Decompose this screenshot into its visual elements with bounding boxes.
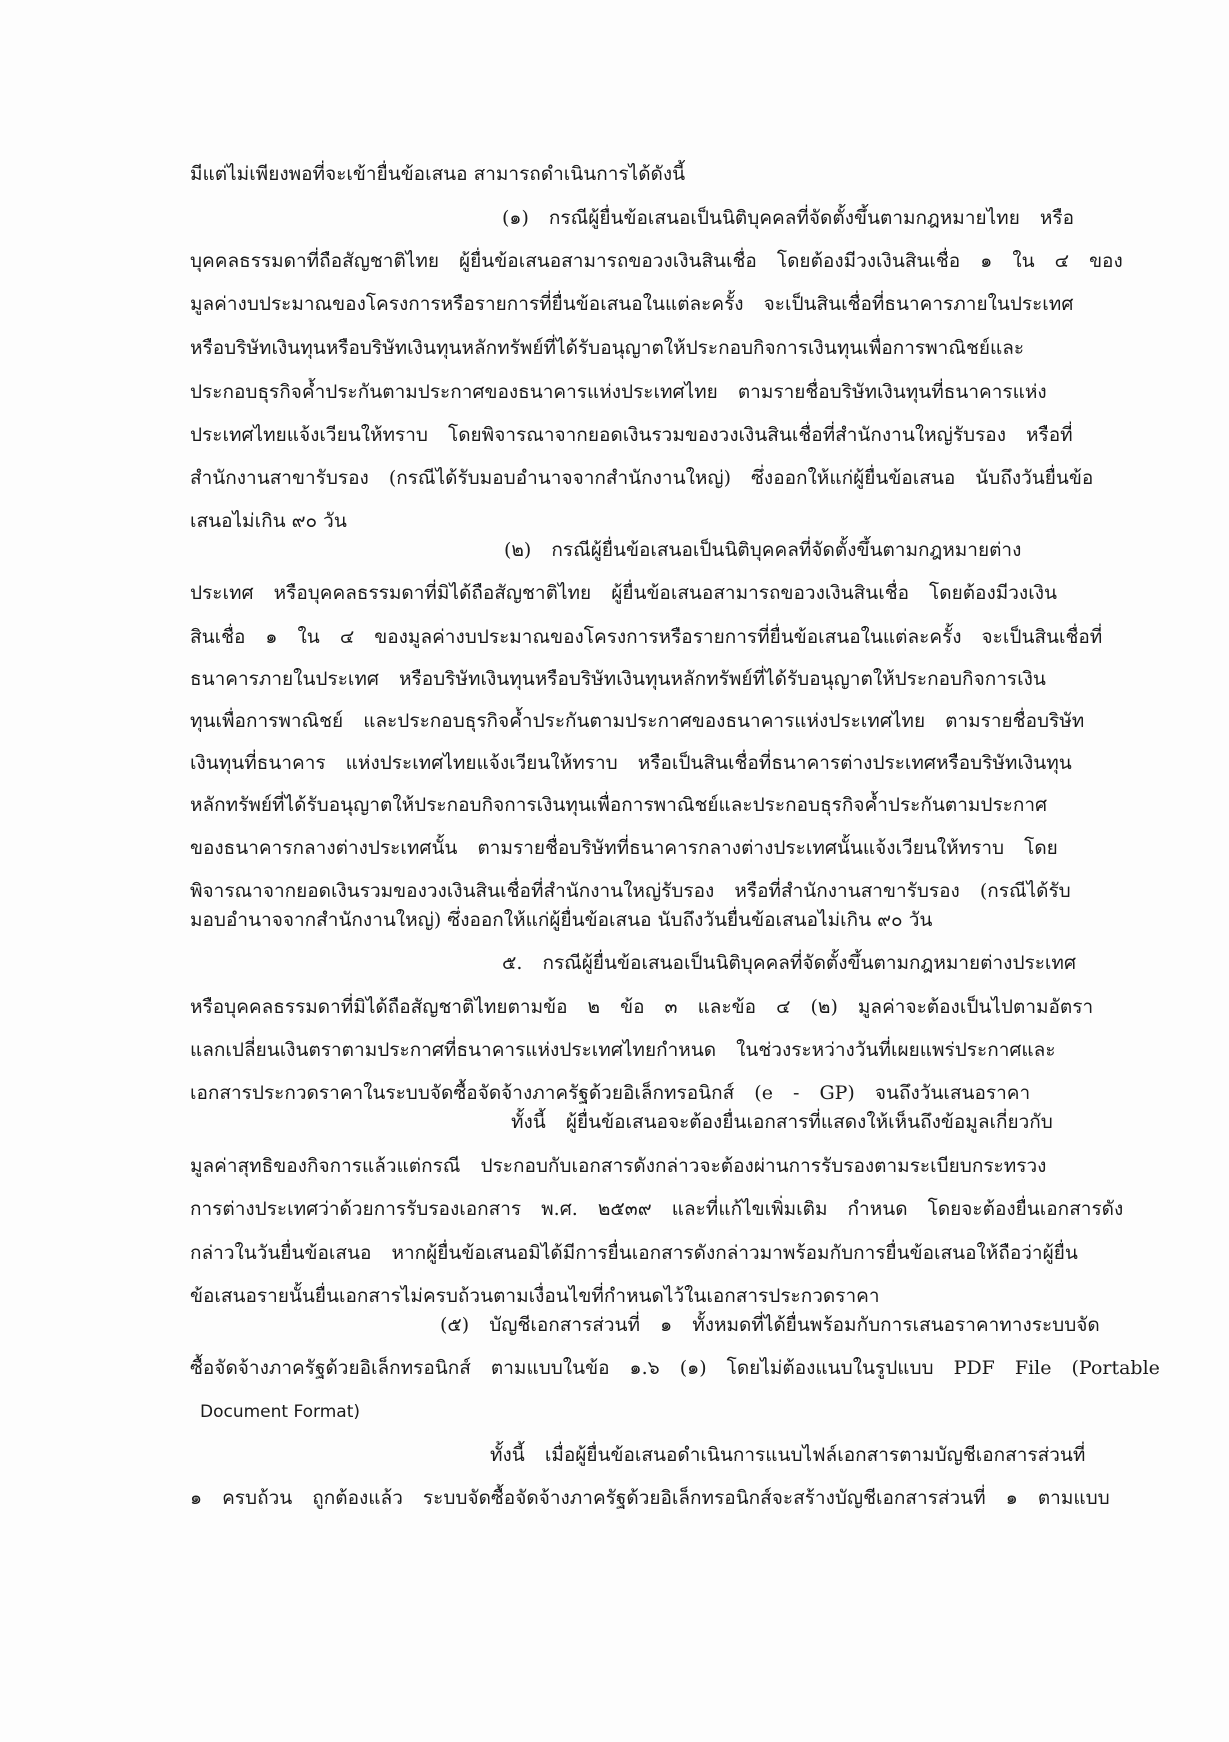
text-line-28: ข้อเสนอรายนั้นยื่นเอกสารไม่ครบถ้วนตามเงื่อนไขที่กำหนดไว้ในเอกสารประกวดราคา — [190, 1285, 880, 1307]
text-line-33: ๑ ครบถ้วน ถูกต้องแล้ว ระบบจัดซื้อจัดจ้างภาครัฐด้วยอิเล็กทรอนิกส์จะสร้างบัญชีเอกสารส่วนที่ ๑ ตามแบบ — [190, 1487, 1110, 1509]
text-line-10: (๒) กรณีผู้ยื่นข้อเสนอเป็นนิติบุคคลที่จัดตั้งขึ้นตามกฎหมายต่าง — [504, 539, 1022, 561]
text-line-14: ทุนเพื่อการพาณิชย์ และประกอบธุรกิจค้ำประกันตามประกาศของธนาคารแห่งประเทศไทย ตามรายชื่อบริษัท — [190, 710, 1085, 732]
text-line-25: มูลค่าสุทธิของกิจการแล้วแต่กรณี ประกอบกับเอกสารดังกล่าวจะต้องผ่านการรับรองตามระเบียบกระทรวง — [190, 1155, 1047, 1177]
text-line-1: มีแต่ไม่เพียงพอที่จะเข้ายื่นข้อเสนอ สามารถดำเนินการได้ดังนี้ — [190, 163, 686, 185]
text-line-13: ธนาคารภายในประเทศ หรือบริษัทเงินทุนหรือบริษัทเงินทุนหลักทรัพย์ที่ได้รับอนุญาตให้ประกอบกิจการเงิน — [190, 668, 1046, 690]
text-line-17: ของธนาคารกลางต่างประเทศนั้น ตามรายชื่อบริษัทที่ธนาคารกลางต่างประเทศนั้นแจ้งเวียนให้ทราบ โดย — [190, 837, 1058, 859]
text-line-7: ประเทศไทยแจ้งเวียนให้ทราบ โดยพิจารณาจากยอดเงินรวมของวงเงินสินเชื่อที่สำนักงานใหญ่รับรอง หรือที่ — [190, 424, 1073, 446]
text-line-30: ซื้อจัดจ้างภาครัฐด้วยอิเล็กทรอนิกส์ ตามแบบในข้อ ๑.๖ (๑) โดยไม่ต้องแนบในรูปแบบ PDF File (Portable — [190, 1357, 1160, 1379]
text-line-23: เอกสารประกวดราคาในระบบจัดซื้อจัดจ้างภาครัฐด้วยอิเล็กทรอนิกส์ (e - GP) จนถึงวันเสนอราคา — [190, 1082, 1031, 1104]
text-line-2: (๑) กรณีผู้ยื่นข้อเสนอเป็นนิติบุคคลที่จัดตั้งขึ้นตามกฎหมายไทย หรือ — [502, 207, 1075, 229]
text-line-27: กล่าวในวันยื่นข้อเสนอ หากผู้ยื่นข้อเสนอมิได้มีการยื่นเอกสารดังกล่าวมาพร้อมกับการยื่นข้อเสนอให้ถือว่าผู้ยื่น — [190, 1242, 1078, 1264]
text-line-21: หรือบุคคลธรรมดาที่มิได้ถือสัญชาติไทยตามข้อ ๒ ข้อ ๓ และข้อ ๔ (๒) มูลค่าจะต้องเป็นไปตามอัตรา — [190, 996, 1094, 1018]
text-line-12: สินเชื่อ ๑ ใน ๔ ของมูลค่างบประมาณของโครงการหรือรายการที่ยื่นข้อเสนอในแต่ละครั้ง จะเป็นสินเชื่อที่ — [190, 626, 1103, 648]
text-line-6: ประกอบธุรกิจค้ำประกันตามประกาศของธนาคารแห่งประเทศไทย ตามรายชื่อบริษัทเงินทุนที่ธนาคารแห่ง — [190, 381, 1047, 403]
text-line-15: เงินทุนที่ธนาคาร แห่งประเทศไทยแจ้งเวียนให้ทราบ หรือเป็นสินเชื่อที่ธนาคารต่างประเทศหรือบริษัทเงินทุน — [190, 752, 1072, 774]
text-line-20: ๕. กรณีผู้ยื่นข้อเสนอเป็นนิติบุคคลที่จัดตั้งขึ้นตามกฎหมายต่างประเทศ — [502, 952, 1076, 974]
text-line-18: พิจารณาจากยอดเงินรวมของวงเงินสินเชื่อที่สำนักงานใหญ่รับรอง หรือที่สำนักงานสาขารับรอง (กรณีได้รับ — [190, 880, 1071, 902]
text-line-22: แลกเปลี่ยนเงินตราตามประกาศที่ธนาคารแห่งประเทศไทยกำหนด ในช่วงระหว่างวันที่เผยแพร่ประกาศและ — [190, 1039, 1056, 1061]
text-line-16: หลักทรัพย์ที่ได้รับอนุญาตให้ประกอบกิจการเงินทุนเพื่อการพาณิชย์และประกอบธุรกิจค้ำประกันตามประกาศ — [190, 794, 1048, 816]
text-line-24: ทั้งนี้ ผู้ยื่นข้อเสนอจะต้องยื่นเอกสารที่แสดงให้เห็นถึงข้อมูลเกี่ยวกับ — [511, 1111, 1053, 1133]
text-line-9: เสนอไม่เกิน ๙๐ วัน — [190, 510, 347, 532]
text-line-3: บุคคลธรรมดาที่ถือสัญชาติไทย ผู้ยื่นข้อเสนอสามารถขอวงเงินสินเชื่อ โดยต้องมีวงเงินสินเชื่อ ๑ ใน ๔ ของ — [190, 250, 1123, 272]
text-line-31: Document Format) — [200, 1402, 361, 1422]
text-line-26: การต่างประเทศว่าด้วยการรับรองเอกสาร พ.ศ. ๒๕๓๙ และที่แก้ไขเพิ่มเติม กำหนด โดยจะต้องยื่นเอกสารดัง — [190, 1198, 1124, 1220]
text-line-29: (๕) บัญชีเอกสารส่วนที่ ๑ ทั้งหมดที่ได้ยื่นพร้อมกับการเสนอราคาทางระบบจัด — [440, 1314, 1100, 1336]
text-line-5: หรือบริษัทเงินทุนหรือบริษัทเงินทุนหลักทรัพย์ที่ได้รับอนุญาตให้ประกอบกิจการเงินทุนเพื่อการพาณิชย์และ — [190, 337, 1025, 359]
text-line-19: มอบอำนาจจากสำนักงานใหญ่) ซึ่งออกให้แก่ผู้ยื่นข้อเสนอ นับถึงวันยื่นข้อเสนอไม่เกิน ๙๐ วัน — [190, 909, 933, 931]
text-line-4: มูลค่างบประมาณของโครงการหรือรายการที่ยื่นข้อเสนอในแต่ละครั้ง จะเป็นสินเชื่อที่ธนาคารภายในประเทศ — [190, 293, 1074, 315]
text-line-11: ประเทศ หรือบุคคลธรรมดาที่มิได้ถือสัญชาติไทย ผู้ยื่นข้อเสนอสามารถขอวงเงินสินเชื่อ โดยต้องมีวงเงิน — [190, 582, 1057, 604]
text-line-8: สำนักงานสาขารับรอง (กรณีได้รับมอบอำนาจจากสำนักงานใหญ่) ซึ่งออกให้แก่ผู้ยื่นข้อเสนอ นับถึงวันยื่นข้อ — [190, 467, 1094, 489]
text-line-32: ทั้งนี้ เมื่อผู้ยื่นข้อเสนอดำเนินการแนบไฟล์เอกสารตามบัญชีเอกสารส่วนที่ — [490, 1444, 1086, 1466]
